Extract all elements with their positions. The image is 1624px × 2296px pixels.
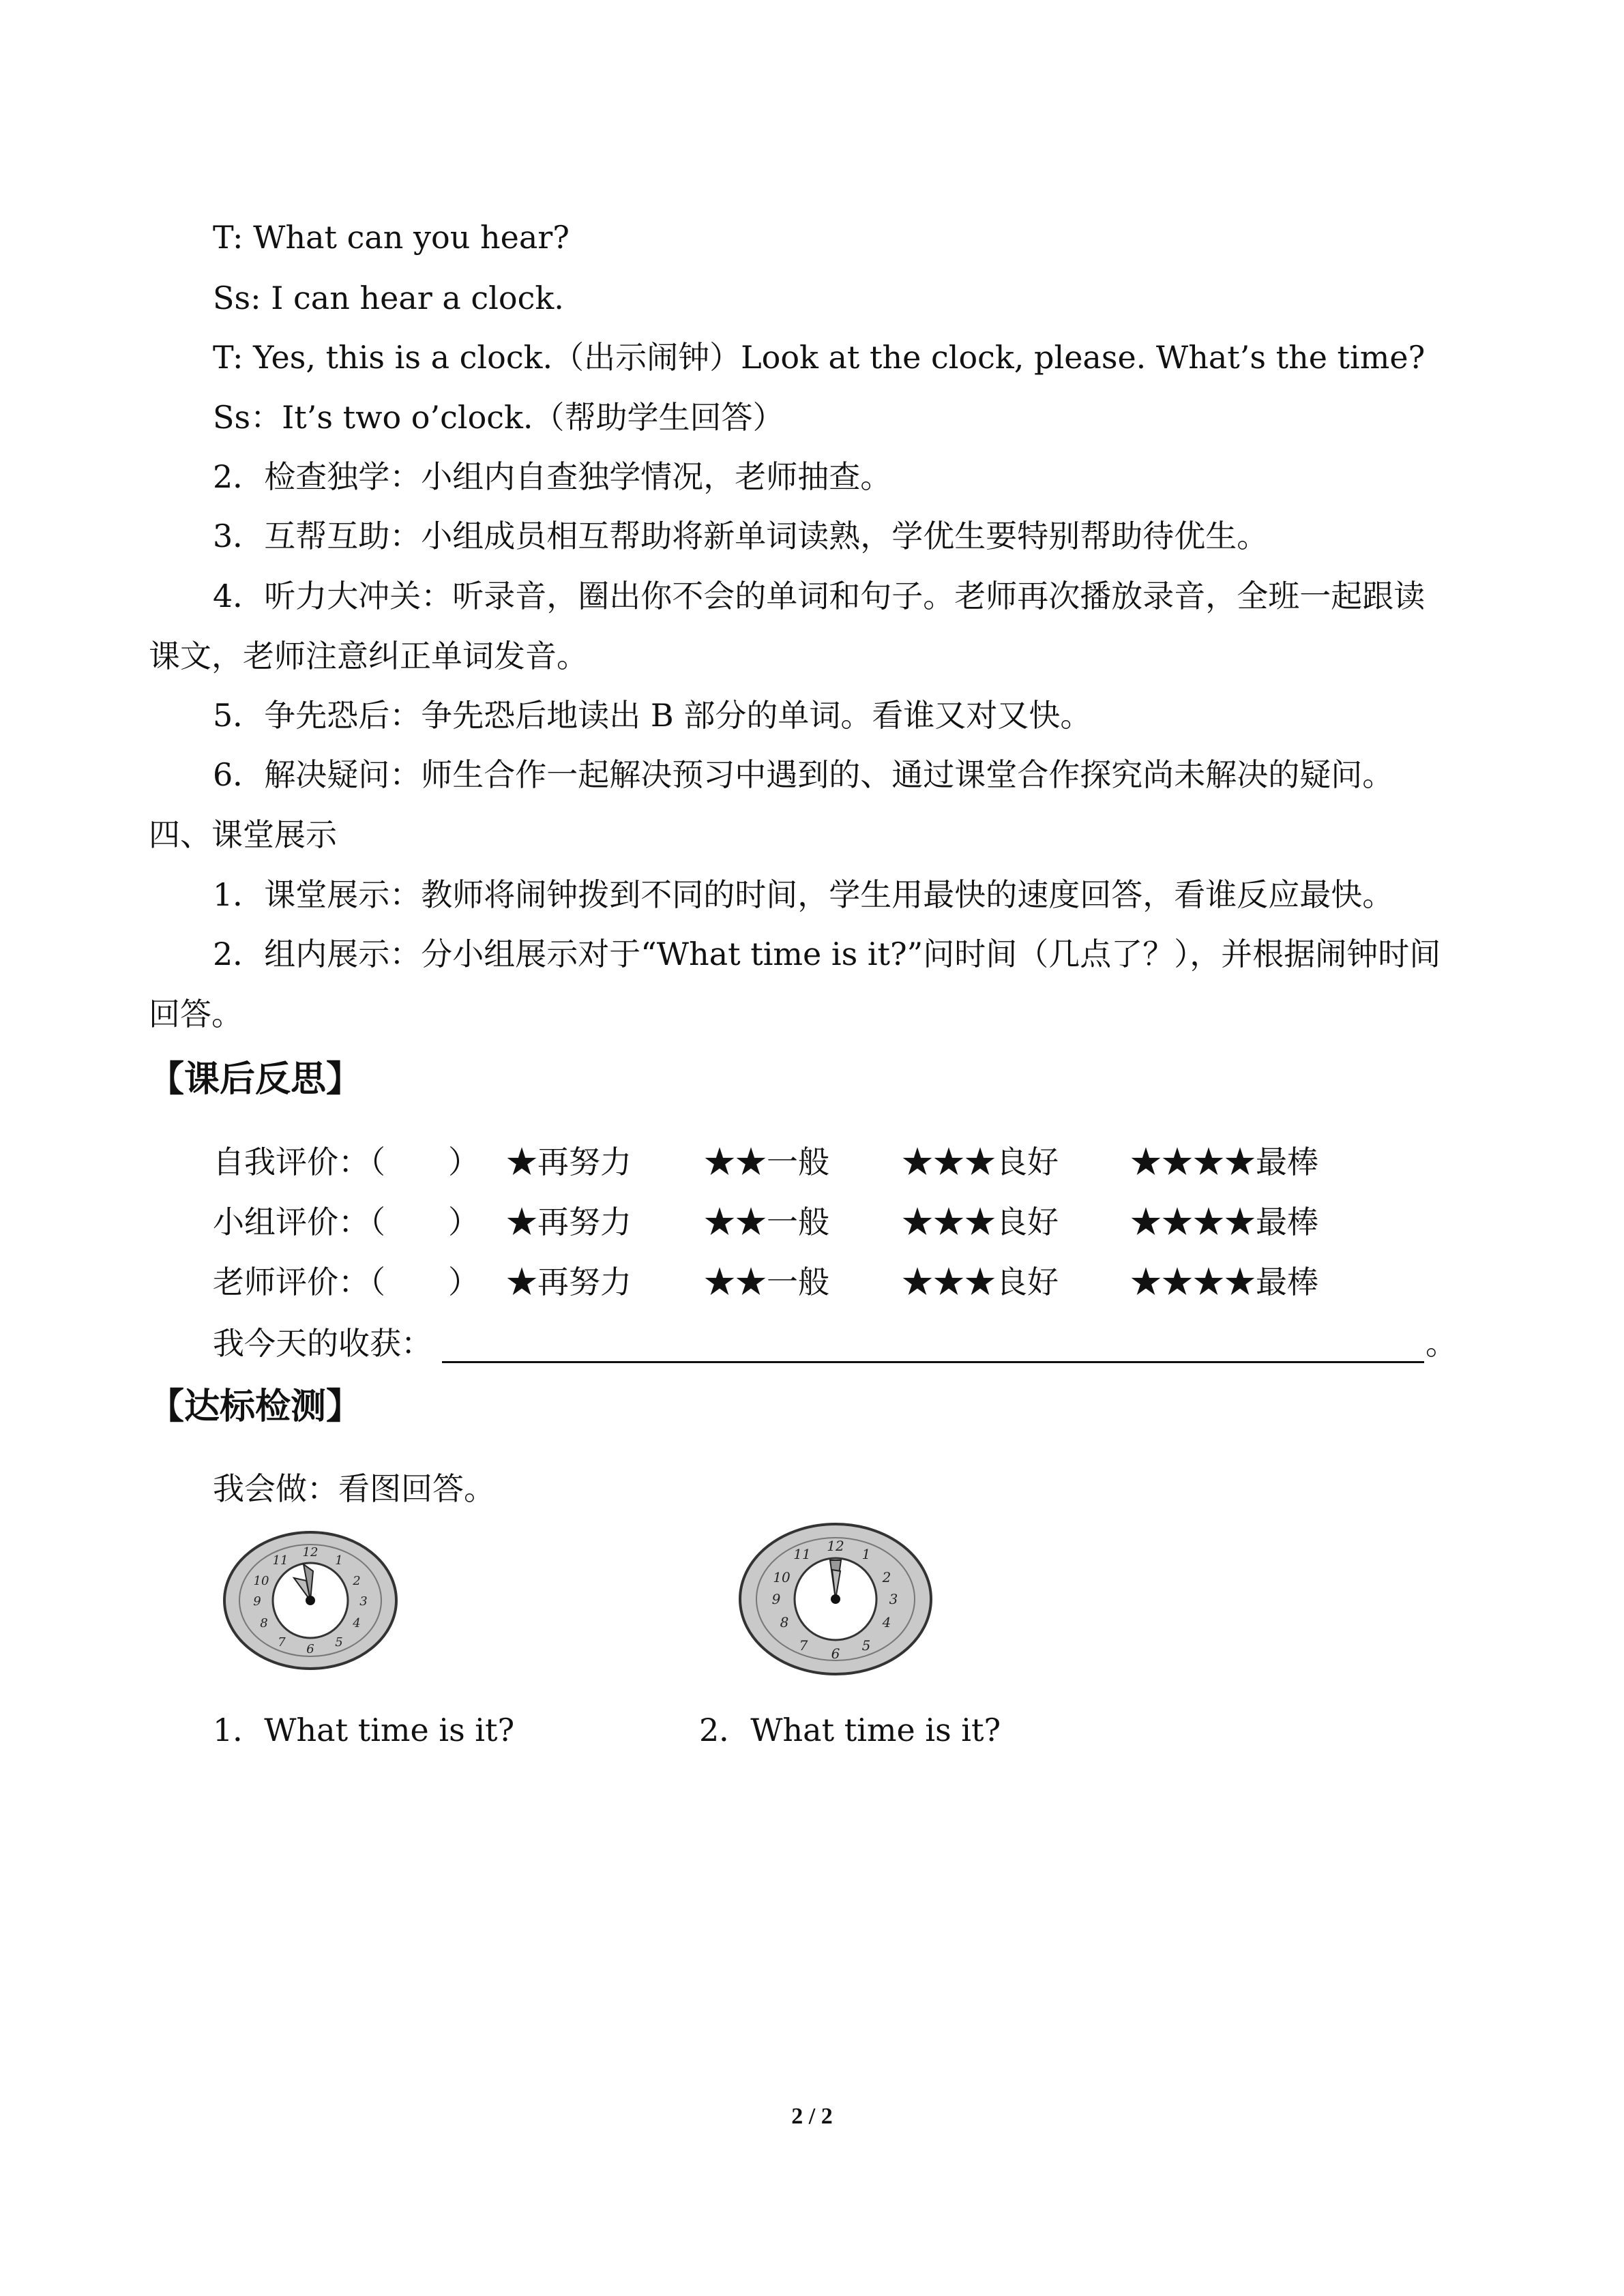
gain-label: 我今天的收获： [213, 1325, 432, 1362]
clock-number: 9 [771, 1591, 781, 1607]
clock-illustration-2 [737, 1521, 934, 1678]
clock-number: 2 [353, 1574, 361, 1588]
clock-number: 7 [278, 1635, 286, 1650]
step-line: 课文，老师注意纠正单词发音。 [149, 638, 588, 674]
rating-option: ★★一般 [704, 1264, 829, 1300]
question-2: 2．What time is it? [699, 1712, 1001, 1748]
reflection-heading: 【课后反思】 [149, 1059, 362, 1100]
rating-option: ★★★良好 [902, 1264, 1059, 1300]
clock-number: 8 [780, 1614, 789, 1630]
dialogue-line: Ss：It’s two o’clock.（帮助学生回答） [213, 399, 784, 436]
clock-number: 1 [335, 1553, 343, 1568]
section-item: 1．课堂展示：教师将闹钟拨到不同的时间，学生用最快的速度回答，看谁反应最快。 [213, 876, 1394, 913]
clock-number: 8 [260, 1616, 268, 1630]
clock-illustration-1 [222, 1529, 399, 1672]
clock-number: 7 [799, 1637, 808, 1654]
clock-number: 9 [253, 1594, 261, 1609]
evaluation-label: 自我评价：（ ） [213, 1144, 479, 1180]
rating-option: ★再努力 [506, 1264, 632, 1300]
clock-number: 6 [306, 1642, 314, 1656]
clock-number: 1 [861, 1546, 871, 1562]
clock-number: 4 [353, 1616, 361, 1630]
test-instruction: 我会做：看图回答。 [213, 1470, 495, 1507]
step-line: 5．争先恐后：争先恐后地读出 B 部分的单词。看谁又对又快。 [213, 697, 1092, 734]
gain-answer-line[interactable] [442, 1361, 1424, 1363]
clock-number: 3 [889, 1591, 898, 1607]
rating-option: ★★★★最棒 [1130, 1204, 1318, 1240]
rating-option: ★★★良好 [902, 1144, 1059, 1180]
dialogue-line: Ss: I can hear a clock. [213, 280, 564, 316]
step-line: 4．听力大冲关：听录音，圈出你不会的单词和句子。老师再次播放录音，全班一起跟读 [213, 578, 1426, 614]
rating-option: ★★★★最棒 [1130, 1144, 1318, 1180]
rating-option: ★★一般 [704, 1144, 829, 1180]
rating-option: ★再努力 [506, 1204, 632, 1240]
clock-number: 2 [882, 1569, 891, 1585]
dialogue-line: T: Yes, this is a clock.（出示闹钟）Look at the clock, please. What’s the time? [213, 339, 1426, 376]
dialogue-line: T: What can you hear? [213, 219, 570, 256]
clock-number: 11 [793, 1546, 811, 1562]
section-item: 回答。 [149, 996, 243, 1032]
evaluation-label: 老师评价：（ ） [213, 1264, 479, 1300]
test-heading: 【达标检测】 [149, 1386, 362, 1427]
clock-number: 6 [831, 1645, 840, 1662]
clock-number: 3 [359, 1594, 368, 1609]
question-1: 1．What time is it? [213, 1712, 515, 1748]
section-title: 四、课堂展示 [149, 816, 337, 853]
rating-option: ★★一般 [704, 1204, 829, 1240]
clock-number: 10 [253, 1574, 269, 1588]
gain-end: 。 [1426, 1325, 1457, 1362]
section-item: 2．组内展示：分小组展示对于“What time is it?”问时间（几点了？），并根据闹钟时间 [213, 936, 1441, 972]
clock-number: 10 [773, 1569, 791, 1585]
step-line: 2．检查独学：小组内自查独学情况，老师抽查。 [213, 458, 892, 495]
clock-number: 11 [272, 1553, 289, 1568]
step-line: 6．解决疑问：师生合作一起解决预习中遇到的、通过课堂合作探究尚未解决的疑问。 [213, 756, 1394, 793]
rating-option: ★★★★最棒 [1130, 1264, 1318, 1300]
clock-number: 12 [302, 1545, 319, 1560]
rating-option: ★★★良好 [902, 1204, 1059, 1240]
rating-option: ★再努力 [506, 1144, 632, 1180]
clock-number: 12 [827, 1538, 844, 1554]
clock-number: 4 [882, 1614, 891, 1630]
clock-number: 5 [335, 1635, 343, 1650]
clock-number: 5 [861, 1637, 871, 1654]
step-line: 3．互帮互助：小组成员相互帮助将新单词读熟，学优生要特别帮助待优生。 [213, 518, 1269, 554]
evaluation-label: 小组评价：（ ） [213, 1204, 479, 1240]
page-number: 2 / 2 [791, 2104, 833, 2129]
